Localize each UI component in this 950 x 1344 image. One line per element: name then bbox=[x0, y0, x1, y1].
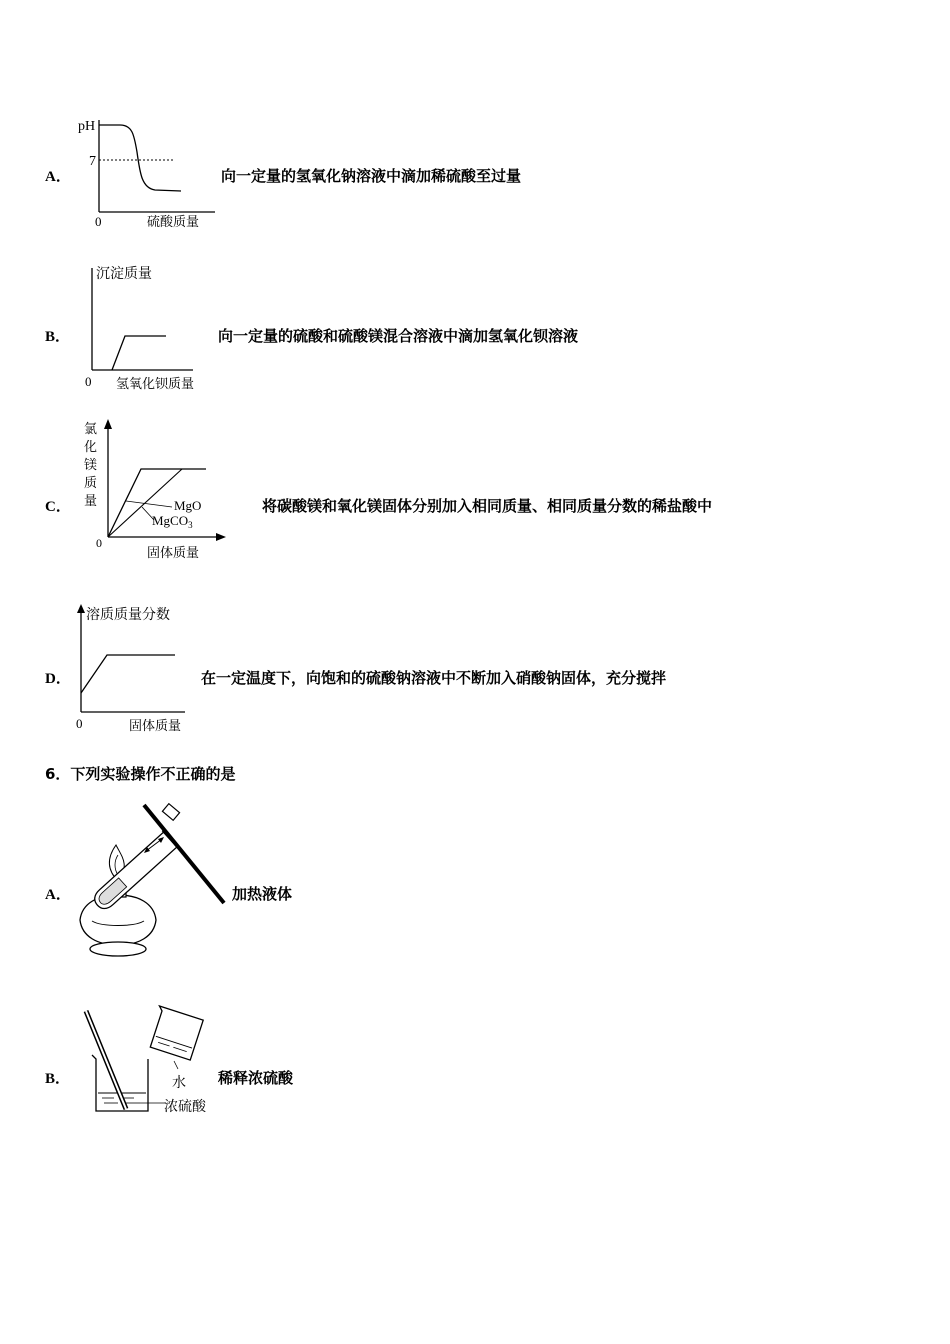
graph-b-y-label: 沉淀质量 bbox=[96, 266, 152, 282]
graph-a-y-label: pH bbox=[78, 119, 96, 134]
graph-a-origin: 0 bbox=[95, 214, 102, 229]
illustration-heating-liquid bbox=[72, 795, 232, 963]
graph-c bbox=[78, 415, 238, 565]
graph-c-origin: 0 bbox=[96, 536, 102, 550]
acid-label: 浓硫酸 bbox=[164, 1099, 206, 1115]
water-label: 水 bbox=[172, 1075, 186, 1091]
alcohol-lamp-body bbox=[80, 895, 156, 945]
beaker bbox=[92, 1055, 148, 1111]
graph-c-mgco3-label: MgCO$_3$ bbox=[152, 513, 193, 530]
graph-d-y-label: 溶质质量分数 bbox=[86, 607, 170, 623]
option-a-text: 向一定量的氢氧化钠溶液中滴加稀硫酸至过量 bbox=[221, 167, 522, 185]
graph-b-curve bbox=[112, 336, 166, 370]
holder-clamp bbox=[162, 804, 179, 821]
graph-b bbox=[78, 260, 223, 395]
option-c-text: 将碳酸镁和氧化镁固体分别加入相同质量、相同质量分数的稀盐酸中 bbox=[262, 497, 713, 515]
question-6-stem: 6．下列实验操作不正确的是 bbox=[45, 765, 236, 783]
option-a-letter: A． bbox=[45, 169, 71, 185]
graph-d-origin: 0 bbox=[76, 716, 83, 731]
graph-c-mgo-label: MgO bbox=[174, 498, 202, 513]
svg-text:质: 质 bbox=[84, 476, 98, 491]
option-b-text: 向一定量的硫酸和硫酸镁混合溶液中滴加氢氧化钡溶液 bbox=[218, 327, 579, 345]
graph-c-y-arrow bbox=[104, 419, 112, 429]
svg-text:镁: 镁 bbox=[84, 458, 98, 473]
q6-option-a-letter: A． bbox=[45, 887, 71, 903]
graph-a-x-label: 硫酸质量 bbox=[147, 215, 200, 230]
graph-c-x-label: 固体质量 bbox=[147, 546, 200, 561]
illustration-diluting-acid bbox=[78, 1003, 228, 1123]
svg-text:氯: 氯 bbox=[84, 422, 98, 437]
option-d-letter: D． bbox=[45, 671, 71, 687]
svg-text:化: 化 bbox=[84, 440, 98, 455]
graph-d-curve bbox=[81, 655, 175, 693]
graph-b-origin: 0 bbox=[85, 374, 92, 389]
q6-option-b-letter: B． bbox=[45, 1071, 71, 1087]
graph-c-y-label bbox=[84, 422, 97, 509]
graph-c-x-arrow bbox=[216, 533, 226, 541]
graph-a-curve bbox=[99, 125, 181, 191]
q6-option-b-text: 稀释浓硫酸 bbox=[218, 1069, 294, 1087]
graph-d bbox=[70, 600, 220, 738]
graph-d-x-label: 固体质量 bbox=[129, 719, 182, 734]
pouring-beaker bbox=[146, 1006, 203, 1060]
q6-option-a-text: 加热液体 bbox=[232, 885, 293, 903]
graph-c-mgo-leader bbox=[126, 501, 172, 507]
alcohol-lamp-base bbox=[90, 942, 146, 956]
option-c-letter: C． bbox=[45, 499, 71, 515]
option-b-letter: B． bbox=[45, 329, 71, 345]
graph-a-tick-7: 7 bbox=[89, 154, 96, 169]
option-d-text: 在一定温度下，向饱和的硫酸钠溶液中不断加入硝酸钠固体，充分搅拌 bbox=[201, 669, 667, 687]
water-leader bbox=[174, 1061, 178, 1069]
graph-a bbox=[70, 108, 230, 233]
graph-d-y-arrow bbox=[77, 604, 85, 613]
graph-b-x-label: 氢氧化钡质量 bbox=[116, 377, 195, 392]
svg-text:量: 量 bbox=[84, 494, 98, 509]
